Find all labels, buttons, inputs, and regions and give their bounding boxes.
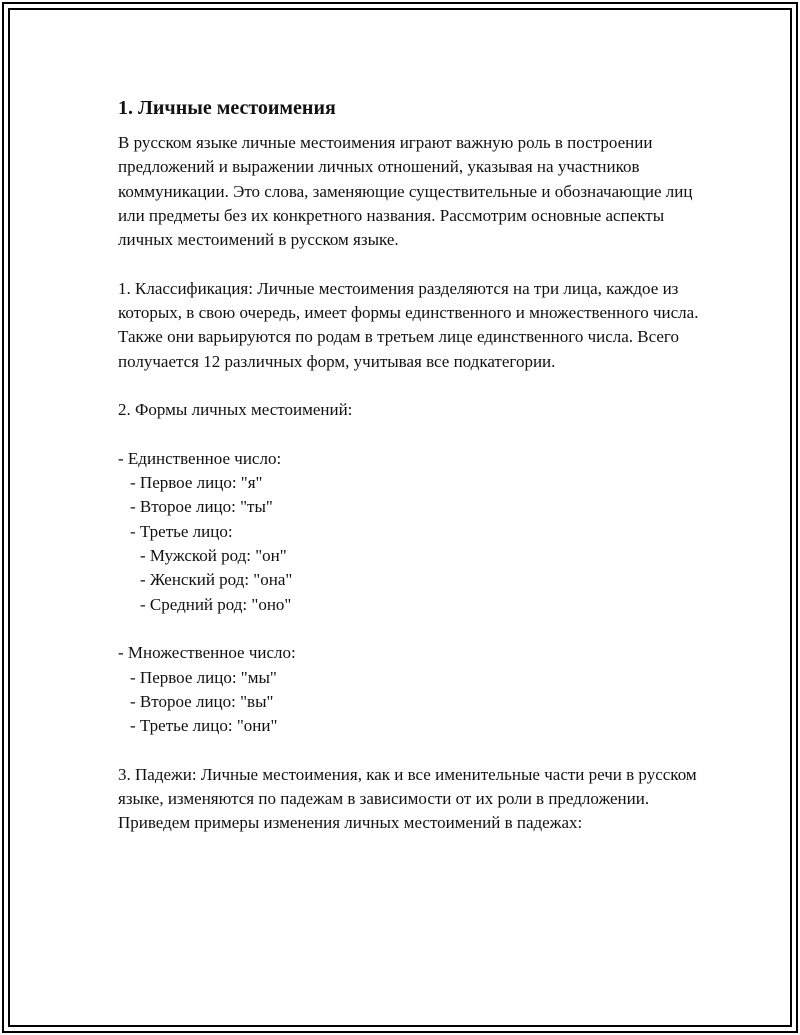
list-item-singular-title: - Единственное число: [118,448,282,468]
spacer [118,252,708,276]
plural-list [118,641,708,738]
list-item-singular-third: - Третье лицо: [130,521,233,541]
list-item-masculine: - Мужской род: "он" [140,546,287,566]
list-item-neuter: - Средний род: "оно" [140,594,292,614]
intro-paragraph: В русском языке личные местоимения играют важную роль в построении предложений и выражении личных отношений, указывая на участников коммуникации. Это слова, заменяющие существительные и обозначающие лиц или предметы без их конкретного названия. Рассмотрим основные аспекты личных местоимений в русском языке. [118,133,693,250]
list-item-plural-second: - Второе лицо: "вы" [130,691,274,711]
spacer [118,738,708,762]
spacer [118,423,708,447]
spacer [118,617,708,641]
list-item-singular-first: - Первое лицо: "я" [130,473,263,493]
spacer [118,374,708,398]
list-item-plural-title: - Множественное число: [118,643,296,663]
section-heading: 1. Личные местоимения [118,97,336,119]
cases-paragraph: 3. Падежи: Личные местоимения, как и все именительные части речи в русском языке, изменяются по падежам в зависимости от их роли в предложении. Приведем примеры изменения личных местоимений в падежах: [118,764,697,833]
list-item-feminine: - Женский род: "она" [140,570,293,590]
forms-heading: 2. Формы личных местоимений: [118,400,353,420]
list-item-plural-first: - Первое лицо: "мы" [130,667,277,687]
classification-paragraph: 1. Классификация: Личные местоимения разделяются на три лица, каждое из которых, в свою очередь, имеет формы единственного и множественного числа. Также они варьируются по родам в третьем лице единственного числа. Всего получается 12 различных форм, учитывая все подкатегории. [118,278,699,371]
singular-list [118,447,708,617]
list-item-plural-third: - Третье лицо: "они" [130,716,278,736]
list-item-singular-second: - Второе лицо: "ты" [130,497,273,517]
document-body [118,95,708,836]
